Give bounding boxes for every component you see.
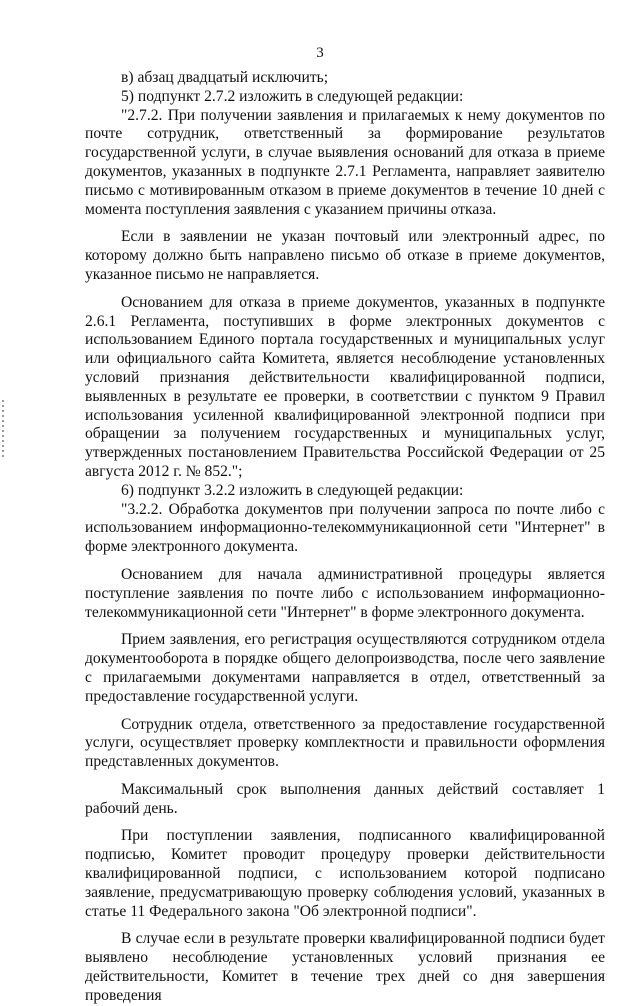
paragraph-clause-3-2-2: "3.2.2. Обработка документов при получении запроса по почте либо с использованием информационно-телекоммуникационной сети "Интернет" в форме электронного документа.	[85, 500, 605, 556]
paragraph-subpoint-6: 6) подпункт 3.2.2 изложить в следующей редакции:	[121, 481, 464, 499]
paragraph-item-v: в) абзац двадцатый исключить;	[121, 69, 329, 86]
document-body	[85, 69, 605, 1006]
paragraph-procedure-basis: Основанием для начала административной процедуры является поступление заявления по почте либо с использованием информационно-телекоммуникационной сети "Интернет" в форме электронного документа.	[85, 565, 605, 621]
paragraph-invalid-signature: В случае если в результате проверки квалифицированной подписи будет выявлено несоблюдение установленных условий признания ее действительности, Комитет в течение трех дней со дня завершения проведения	[85, 930, 605, 1004]
paragraph-max-duration: Максимальный срок выполнения данных действий составляет 1 рабочий день.	[85, 780, 605, 817]
page-number: 3	[316, 45, 324, 61]
paragraph-registration: Прием заявления, его регистрация осуществляются сотрудником отдела документооборота в порядке общего делопроизводства, после чего заявление с прилагаемыми документами направляется в отдел, ответственный за предоставление государственной услуги.	[85, 631, 605, 705]
paragraph-clause-2-7-2: "2.7.2. При получении заявления и прилагаемых к нему документов по почте сотрудник, ответственный за формирование результатов государственной услуги, в случае выявления оснований для отказа в приеме документов, указанных в подпункте 2.7.1 Регламента, направляет заявителю письмо с мотивированным отказом в приеме документов в течение 10 дней с момента поступления заявления с указанием причины отказа.	[85, 106, 605, 218]
scan-edge-mark	[2, 400, 4, 460]
paragraph-completeness-check: Сотрудник отдела, ответственного за предоставление государственной услуги, осуществляет проверку комплектности и правильности оформления представленных документов.	[85, 715, 605, 771]
paragraph-refusal-grounds: Основанием для отказа в приеме документов, указанных в подпункте 2.6.1 Регламента, поступивших в форме электронных документов с использованием Единого портала государственных и муниципальных услуг или официального сайта Комитета, является несоблюдение установленных условий признания действительности квалифицированной подписи, выявленных в результате ее проверки, в соответствии с пунктом 9 Правил использования усиленной квалифицированной электронной подписи при обращении за получением государственных и муниципальных услуг, утвержденных постановлением Правительства Российской Федерации от 25 августа 2012 г. № 852.";	[85, 293, 605, 480]
paragraph-subpoint-5: 5) подпункт 2.7.2 изложить в следующей редакции:	[121, 87, 464, 105]
paragraph-no-address: Если в заявлении не указан почтовый или электронный адрес, по которому должно быть направлено письмо об отказе в приеме документов, указанное письмо не направляется.	[85, 228, 605, 283]
paragraph-signature-check: При поступлении заявления, подписанного квалифицированной подписью, Комитет проводит процедуру проверки действительности квалифицированной подписи, с использованием которой подписано заявление, предусматривающую проверку соблюдения условий, указанных в статье 11 Федерального закона "Об электронной подписи".	[85, 827, 605, 920]
